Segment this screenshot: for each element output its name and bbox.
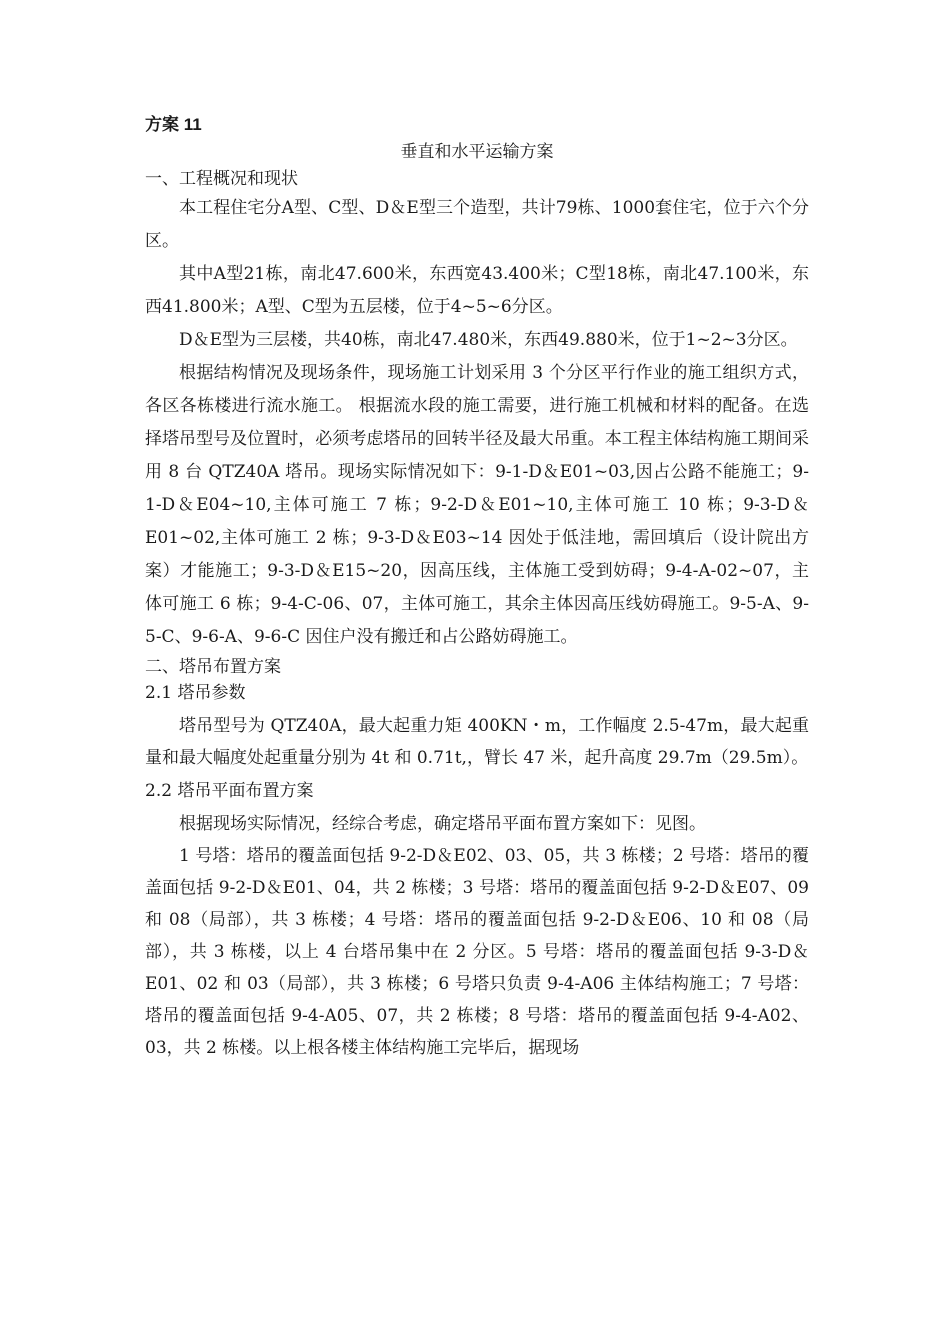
document-page	[145, 112, 809, 1064]
section-heading-overview: 一、工程概况和现状	[145, 169, 298, 189]
paragraph: 其中A型21栋，南北47.600米，东西宽43.400米；C型18栋，南北47.100米，东西41.800米；A型、C型为五层楼，位于4~5~6分区。	[145, 264, 809, 317]
paragraph: 根据现场实际情况，经综合考虑，确定塔吊平面布置方案如下：见图。	[179, 814, 706, 834]
subsection-heading-crane-params: 2.1 塔吊参数	[145, 683, 246, 703]
plan-label: 方案 11	[145, 115, 202, 134]
paragraph: 1 号塔：塔吊的覆盖面包括 9-2-D＆E02、03、05，共 3 栋楼；2 号塔：塔吊的覆盖面包括 9-2-D＆E01、04，共 2 栋楼；3 号塔：塔吊的覆盖面包括 9-2-D＆E07、09 和 08（局部），共 3 栋楼；4 号塔：塔吊的覆盖面包括 9-2-D＆E06、10 和 08（局部），共 3 栋楼，以上 4 台塔吊集中在 2 分区。5 号塔：塔吊的覆盖面包括 9-3-D＆E01、02 和 03（局部），共 3 栋楼；6 号塔只负责 9-4-A06 主体结构施工；7 号塔：塔吊的覆盖面包括 9-4-A05、07，共 2 栋楼；8 号塔：塔吊的覆盖面包括 9-4-A02、03，共 2 栋楼。以上根各楼主体结构施工完毕后，据现场	[145, 846, 809, 1058]
paragraph: 塔吊型号为 QTZ40A，最大起重力矩 400KN・m，工作幅度 2.5-47m，最大起重量和最大幅度处起重量分别为 4t 和 0.71t,，臂长 47 米，起升高度 29.7m（29.5m）。	[145, 716, 809, 768]
document-title: 垂直和水平运输方案	[400, 142, 554, 162]
paragraph: D＆E型为三层楼，共40栋，南北47.480米，东西49.880米，位于1~2~3分区。	[179, 330, 798, 350]
section-heading-tower-crane: 二、塔吊布置方案	[145, 657, 281, 677]
subsection-heading-crane-layout: 2.2 塔吊平面布置方案	[145, 781, 314, 801]
paragraph: 本工程住宅分A型、C型、D＆E型三个造型，共计79栋、1000套住宅，位于六个分区。	[145, 198, 809, 251]
paragraph: 根据结构情况及现场条件，现场施工计划采用 3 个分区平行作业的施工组织方式，各区各栋楼进行流水施工。 根据流水段的施工需要，进行施工机械和材料的配备。在选择塔吊型号及位置时，必须考虑塔吊的回转半径及最大吊重。本工程主体结构施工期间采用 8 台 QTZ40A 塔吊。现场实际情况如下：9-1-D＆E01~03,因占公路不能施工；9-1-D＆E04~10,主体可施工 7 栋；9-2-D＆E01~10,主体可施工 10 栋；9-3-D＆E01~02,主体可施工 2 栋；9-3-D＆E03~14 因处于低洼地，需回填后（设计院出方案）才能施工；9-3-D＆E15~20，因高压线，主体施工受到妨碍；9-4-A-02~07，主体可施工 6 栋；9-4-C-06、07，主体可施工，其余主体因高压线妨碍施工。9-5-A、9-5-C、9-6-A、9-6-C 因住户没有搬迁和占公路妨碍施工。	[145, 363, 809, 647]
